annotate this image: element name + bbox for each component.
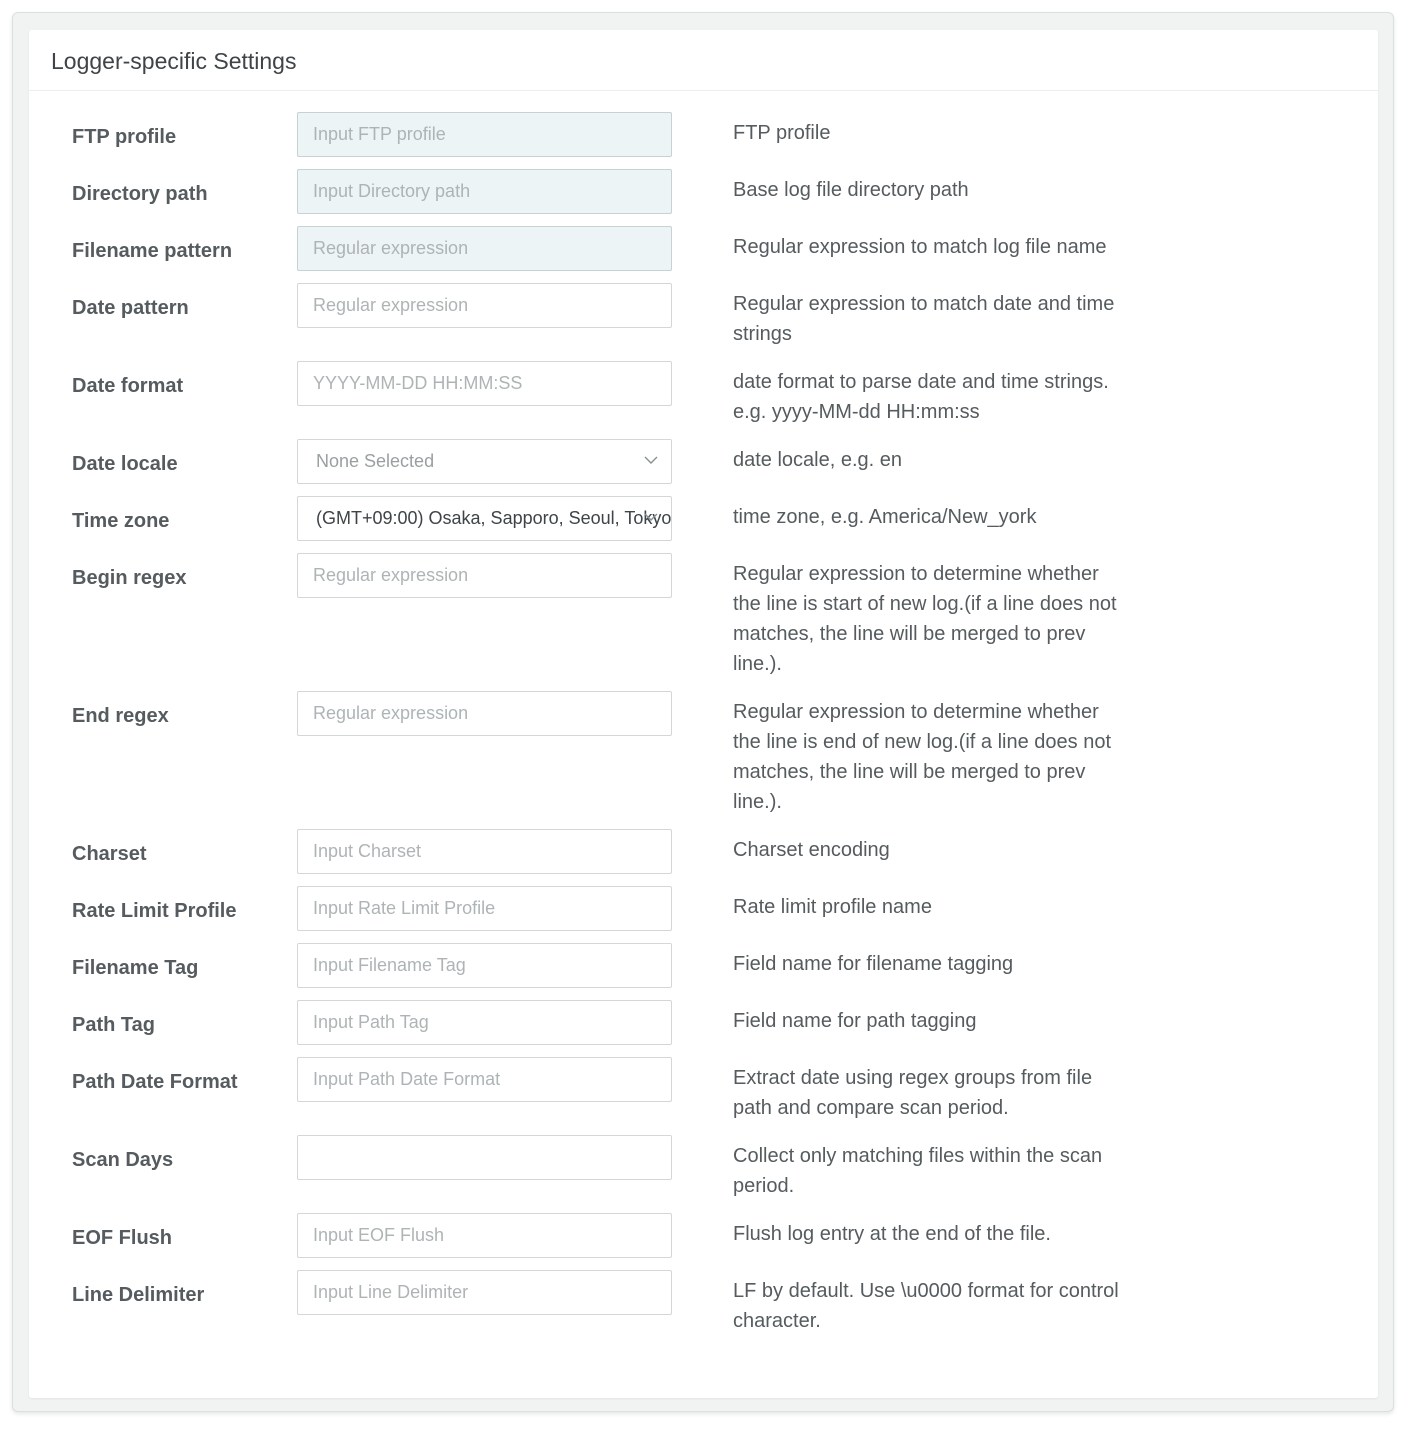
ftp-profile-description: FTP profile bbox=[733, 122, 831, 144]
line-delimiter-input[interactable] bbox=[297, 1270, 672, 1315]
form-row-end-regex bbox=[29, 691, 1378, 817]
date-format-label: Date format bbox=[72, 375, 184, 397]
time-zone-label: Time zone bbox=[72, 510, 170, 532]
time-zone-select[interactable] bbox=[297, 496, 672, 541]
settings-form bbox=[29, 91, 1378, 1336]
path-date-format-description: Extract date using regex groups from file path and compare scan period. bbox=[733, 1067, 1093, 1119]
form-row-rate-limit-profile bbox=[29, 886, 1378, 931]
directory-path-description: Base log file directory path bbox=[733, 179, 969, 201]
chevron-down-icon bbox=[643, 509, 659, 525]
path-tag-description: Field name for path tagging bbox=[733, 1010, 977, 1032]
settings-container bbox=[12, 12, 1394, 1412]
time-zone-selected-value: (GMT+09:00) Osaka, Sapporo, Seoul, Tokyo bbox=[316, 508, 672, 528]
filename-pattern-description: Regular expression to match log file name bbox=[733, 236, 1107, 258]
date-locale-label: Date locale bbox=[72, 453, 178, 475]
end-regex-label: End regex bbox=[72, 705, 169, 727]
eof-flush-label: EOF Flush bbox=[72, 1227, 172, 1249]
begin-regex-input[interactable] bbox=[297, 553, 672, 598]
directory-path-input[interactable] bbox=[297, 169, 672, 214]
path-date-format-input[interactable] bbox=[297, 1057, 672, 1102]
filename-tag-label: Filename Tag bbox=[72, 957, 199, 979]
rate-limit-profile-input[interactable] bbox=[297, 886, 672, 931]
panel-title: Logger-specific Settings bbox=[51, 47, 297, 74]
line-delimiter-description: LF by default. Use \u0000 format for control character. bbox=[733, 1280, 1119, 1332]
date-locale-select[interactable] bbox=[297, 439, 672, 484]
end-regex-description: Regular expression to determine whether the line is end of new log.(if a line does not matches, the line will be merged to prev line.). bbox=[733, 701, 1112, 813]
eof-flush-input[interactable] bbox=[297, 1213, 672, 1258]
charset-description: Charset encoding bbox=[733, 839, 890, 861]
ftp-profile-input[interactable] bbox=[297, 112, 672, 157]
directory-path-label: Directory path bbox=[72, 183, 208, 205]
form-row-filename-pattern bbox=[29, 226, 1378, 271]
path-tag-label: Path Tag bbox=[72, 1014, 155, 1036]
form-row-begin-regex bbox=[29, 553, 1378, 679]
scan-days-input[interactable] bbox=[297, 1135, 672, 1180]
begin-regex-label: Begin regex bbox=[72, 567, 187, 589]
charset-label: Charset bbox=[72, 843, 147, 865]
ftp-profile-label: FTP profile bbox=[72, 126, 177, 148]
date-locale-description: date locale, e.g. en bbox=[733, 449, 903, 471]
scan-days-description: Collect only matching files within the scan period. bbox=[733, 1145, 1103, 1197]
line-delimiter-label: Line Delimiter bbox=[72, 1284, 205, 1306]
date-format-description: date format to parse date and time strings. e.g. yyyy-MM-dd HH:mm:ss bbox=[733, 371, 1109, 423]
form-row-path-date-format bbox=[29, 1057, 1378, 1123]
filename-pattern-label: Filename pattern bbox=[72, 240, 233, 262]
path-date-format-label: Path Date Format bbox=[72, 1071, 238, 1093]
form-row-eof-flush bbox=[29, 1213, 1378, 1258]
filename-pattern-input[interactable] bbox=[297, 226, 672, 271]
date-format-input[interactable] bbox=[297, 361, 672, 406]
date-pattern-input[interactable] bbox=[297, 283, 672, 328]
begin-regex-description: Regular expression to determine whether the line is start of new log.(if a line does not matches, the line will be merged to prev line.). bbox=[733, 563, 1117, 675]
form-row-time-zone bbox=[29, 496, 1378, 541]
form-row-date-format bbox=[29, 361, 1378, 427]
form-row-line-delimiter bbox=[29, 1270, 1378, 1336]
form-row-charset bbox=[29, 829, 1378, 874]
form-row-scan-days bbox=[29, 1135, 1378, 1201]
form-row-date-pattern bbox=[29, 283, 1378, 349]
form-row-filename-tag bbox=[29, 943, 1378, 988]
form-row-path-tag bbox=[29, 1000, 1378, 1045]
date-locale-selected-value: None Selected bbox=[316, 451, 435, 471]
time-zone-description: time zone, e.g. America/New_york bbox=[733, 506, 1037, 528]
date-pattern-description: Regular expression to match date and time strings bbox=[733, 293, 1115, 345]
filename-tag-input[interactable] bbox=[297, 943, 672, 988]
form-row-ftp-profile bbox=[29, 112, 1378, 157]
panel-header bbox=[29, 30, 1378, 91]
date-pattern-label: Date pattern bbox=[72, 297, 189, 319]
form-row-date-locale bbox=[29, 439, 1378, 484]
form-row-directory-path bbox=[29, 169, 1378, 214]
rate-limit-profile-description: Rate limit profile name bbox=[733, 896, 932, 918]
eof-flush-description: Flush log entry at the end of the file. bbox=[733, 1223, 1051, 1245]
chevron-down-icon bbox=[643, 452, 659, 468]
charset-input[interactable] bbox=[297, 829, 672, 874]
end-regex-input[interactable] bbox=[297, 691, 672, 736]
filename-tag-description: Field name for filename tagging bbox=[733, 953, 1014, 975]
path-tag-input[interactable] bbox=[297, 1000, 672, 1045]
rate-limit-profile-label: Rate Limit Profile bbox=[72, 900, 237, 922]
scan-days-label: Scan Days bbox=[72, 1149, 174, 1171]
logger-settings-panel bbox=[29, 30, 1378, 1398]
